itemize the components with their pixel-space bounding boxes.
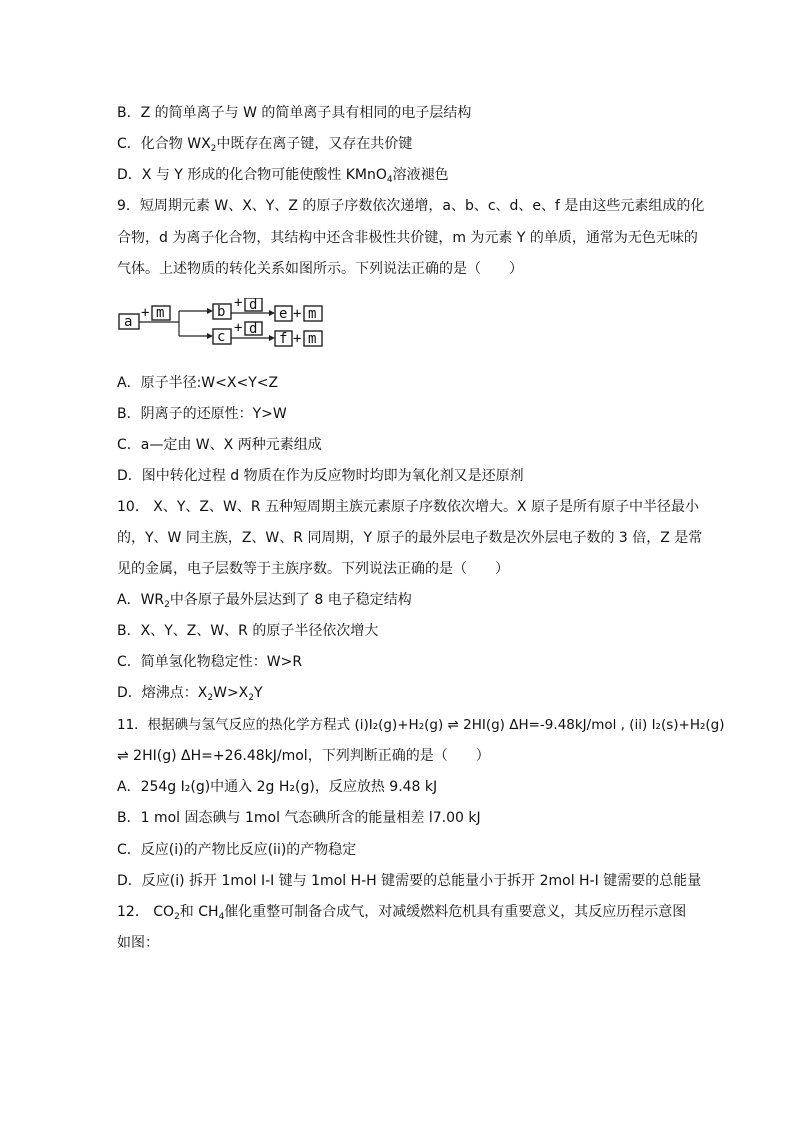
q8-c-sub: 2: [210, 144, 217, 154]
q9-stem-line2: 合物，d 为离子化合物，其结构中还含非极性共价键，m 为元素 Y 的单质，通常为无色无味的: [117, 230, 698, 246]
q8-d-sub: 4: [386, 175, 393, 185]
q12-text: 12． CO: [117, 904, 175, 920]
q8-option-d: [117, 165, 449, 190]
q8-d-text2: 溶液褪色: [392, 167, 449, 183]
q10-stem-line1: 10． X、Y、Z、W、R 五种短周期主族元素原子序数依次增大。X 原子是所有原子中半径最小: [117, 499, 700, 515]
q9-option-d: D．图中转化过程 d 物质在作为反应物时均即为氧化剂又是还原剂: [117, 468, 524, 484]
q10-d-sub1: 2: [207, 693, 214, 703]
q10-d-text3: Y: [254, 685, 263, 701]
q12-text2: 和 CH: [179, 904, 219, 920]
q9-conversion-diagram: [117, 298, 332, 350]
q10-a-text: A．WR: [117, 592, 165, 608]
q11-stem-line1: 11．根据碘与氢气反应的热化学方程式 (i)I₂(g)+H₂(g) ⇌ 2HI(g) ΔH=-9.48kJ/mol , (ii) I₂(s)+H₂(g): [117, 717, 725, 733]
q9-option-a: A．原子半径:W<X<Y<Z: [117, 375, 279, 391]
q12-sub1: 2: [174, 912, 180, 922]
label-c: c: [217, 329, 226, 345]
q10-stem-line2: 的，Y、W 同主族，Z、W、R 同周期，Y 原子的最外层电子数是次外层电子数的 3 倍，Z 是常: [117, 530, 703, 546]
q10-d-text2: W>X: [213, 685, 249, 701]
q9-stem-line1: 9．短周期元素 W、X、Y、Z 的原子序数依次递增，a、b、c、d、e、f 是由这些元素组成的化: [117, 198, 705, 214]
q10-d-sub2: 2: [248, 693, 255, 703]
q11-option-c: C．反应(i)的产物比反应(ii)的产物稳定: [117, 842, 357, 858]
q11-option-b: B．1 mol 固态碘与 1mol 气态碘所含的能量相差 l7.00 kJ: [117, 810, 481, 826]
plus-d-2: +: [234, 320, 243, 336]
label-m-3: m: [308, 331, 317, 347]
label-f: f: [279, 331, 288, 347]
q10-d-text: D．熔沸点：X: [117, 685, 208, 701]
q10-option-c: C．简单氢化物稳定性：W>R: [117, 654, 303, 670]
q10-option-b: B．X、Y、Z、W、R 的原子半径依次增大: [117, 623, 379, 639]
q8-c-text: C．化合物 WX: [117, 136, 211, 152]
q12-sub2: 4: [218, 912, 225, 922]
q8-option-c: [117, 134, 412, 159]
q12-stem-line1: [117, 902, 686, 927]
q9-option-b: B．阴离子的还原性：Y>W: [117, 406, 287, 422]
q8-option-b: B．Z 的简单离子与 W 的简单离子具有相同的电子层结构: [117, 105, 472, 121]
q9-option-c: C．a—定由 W、X 两种元素组成: [117, 437, 322, 453]
plus-d-1: +: [234, 298, 243, 311]
label-e: e: [279, 306, 288, 322]
q8-c-text2: 中既存在离子键，又存在共价键: [216, 136, 413, 152]
arrowhead-b: [207, 308, 213, 314]
label-a: a: [124, 314, 133, 330]
q10-option-a: [117, 590, 412, 615]
arrowhead-f: [269, 335, 275, 341]
q11-option-d: D．反应(i) 拆开 1mol I-I 键与 1mol H-H 键需要的总能量小于拆开 2mol H-I 键需要的总能量: [117, 873, 702, 889]
plus-1: +: [141, 305, 150, 321]
q12-stem-line2: 如图：: [117, 935, 159, 951]
label-d-2: d: [249, 321, 258, 337]
q11-stem-line2: ⇌ 2HI(g) ΔH=+26.48kJ/mol，下列判断正确的是（ ）: [117, 748, 490, 764]
q10-a-sub: 2: [164, 600, 170, 610]
q11-option-a: A．254g I₂(g)中通入 2g H₂(g)，反应放热 9.48 kJ: [117, 779, 438, 795]
arrowhead-c: [207, 333, 213, 339]
label-m-1: m: [156, 305, 165, 321]
arrowhead-e: [269, 310, 275, 316]
label-b: b: [217, 304, 226, 320]
label-m-2: m: [308, 306, 317, 322]
label-d-1: d: [249, 298, 258, 313]
q12-text3: 催化重整可制备合成气，对减缓燃料危机具有重要意义，其反应历程示意图: [224, 904, 687, 920]
q10-stem-line3: 见的金属，电子层数等于主族序数。下列说法正确的是（ ）: [117, 561, 509, 577]
plus-f-m: +: [293, 331, 302, 347]
q10-option-d: [117, 683, 263, 708]
q8-d-text: D．X 与 Y 形成的化合物可能使酸性 KMnO: [117, 167, 387, 183]
plus-e-m: +: [293, 306, 302, 322]
q9-stem-line3: 气体。上述物质的转化关系如图所示。下列说法正确的是（ ）: [117, 261, 523, 277]
q10-a-text2: 中各原子最外层达到了 8 电子稳定结构: [169, 592, 412, 608]
